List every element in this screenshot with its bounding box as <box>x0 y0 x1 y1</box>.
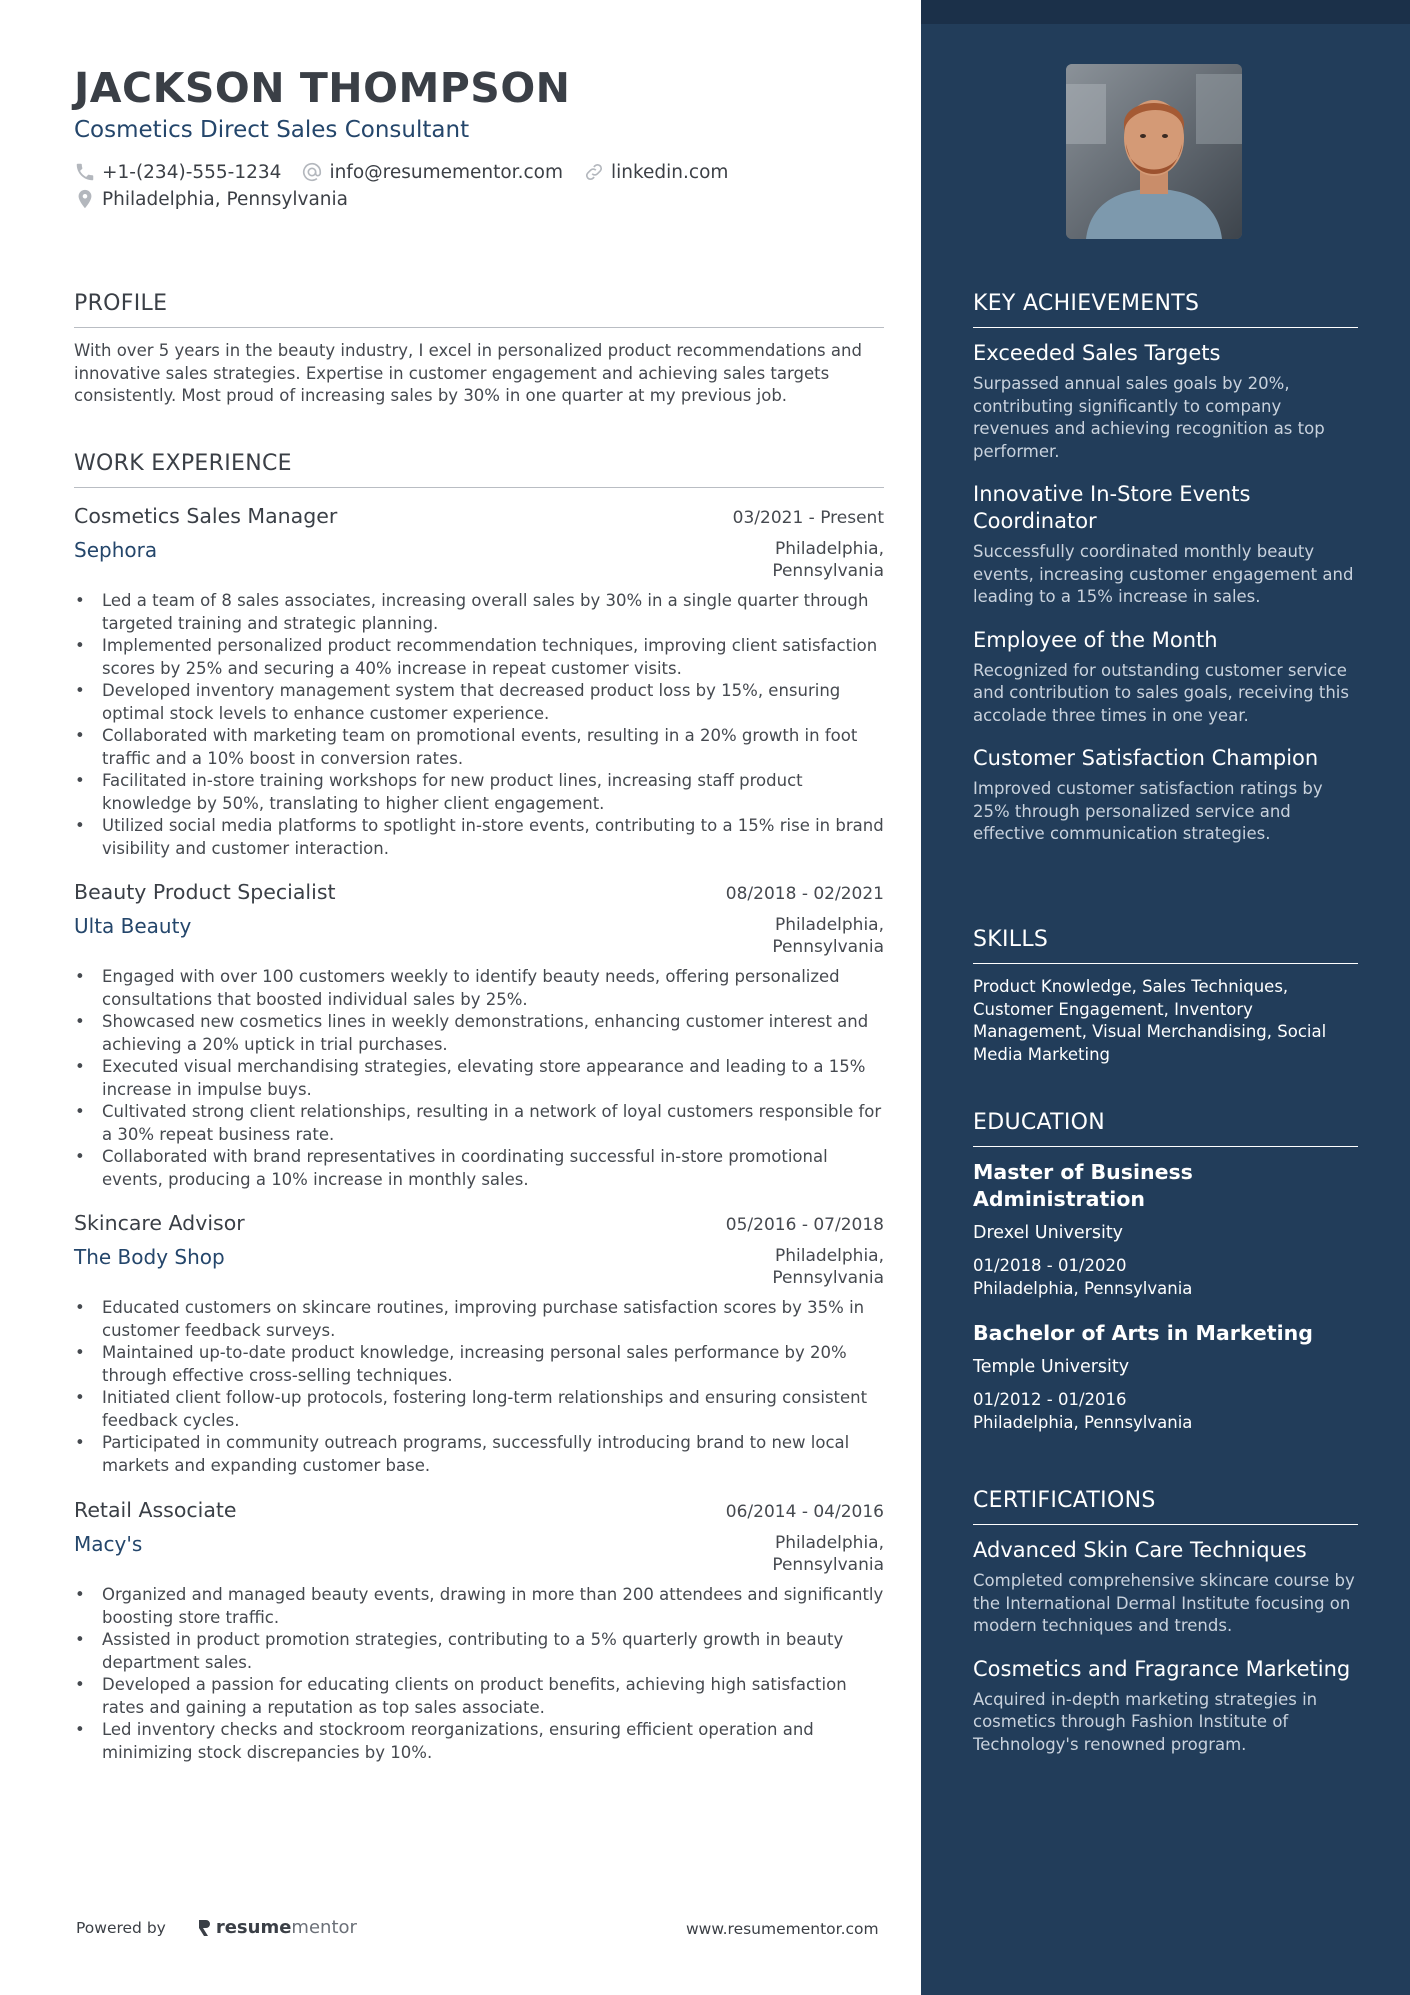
job-entry <box>74 504 884 860</box>
brand-bold: resume <box>215 1917 292 1938</box>
education-heading: EDUCATION <box>973 1110 1358 1147</box>
job-bullets <box>74 966 884 1191</box>
education-item <box>973 1320 1358 1434</box>
footer-website[interactable]: www.resumementor.com <box>686 1920 879 1938</box>
job-dates: 03/2021 - Present <box>732 508 884 528</box>
education-dates: 01/2012 - 01/2016 <box>973 1390 1127 1409</box>
job-bullet: • Organized and managed beauty events, drawing in more than 200 attendees and significantly boosting store traffic. <box>74 1584 884 1629</box>
job-company: Ulta Beauty <box>74 914 192 938</box>
certification-desc: Acquired in-depth marketing strategies in cosmetics through Fashion Institute of Technology's renowned program. <box>973 1689 1318 1754</box>
contact-linkedin[interactable] <box>583 161 728 183</box>
profile-heading: PROFILE <box>74 291 884 328</box>
job-company: Macy's <box>74 1532 143 1556</box>
achievement-item <box>973 340 1358 463</box>
job-bullet: • Showcased new cosmetics lines in weekly demonstrations, enhancing customer interest and achieving a 20% uptick in trial purchases. <box>74 1011 884 1056</box>
job-entry <box>74 1211 884 1477</box>
achievement-desc: Improved customer satisfaction ratings by 25% through personalized service and effective communication strategies. <box>973 779 1323 843</box>
link-icon <box>583 161 605 183</box>
job-dates: 05/2016 - 07/2018 <box>725 1215 884 1235</box>
powered-by-label: Powered by <box>76 1918 166 1937</box>
education-degree: Master of Business Administration <box>973 1160 1193 1211</box>
job-entry <box>74 880 884 1191</box>
certifications-section <box>973 1488 1358 1756</box>
job-role: Beauty Product Specialist <box>74 880 336 904</box>
job-bullet: • Utilized social media platforms to spotlight in-store events, contributing to a 15% rise in brand visibility and customer interaction. <box>74 815 884 860</box>
job-bullet: • Cultivated strong client relationships, resulting in a network of loyal customers responsible for a 30% repeat business rate. <box>74 1101 884 1146</box>
contact-row-primary <box>74 161 748 183</box>
education-school: Drexel University <box>973 1223 1124 1243</box>
brand-logo[interactable] <box>196 1917 357 1938</box>
achievements-heading: KEY ACHIEVEMENTS <box>973 291 1358 328</box>
education-location: Philadelphia, Pennsylvania <box>973 1412 1193 1432</box>
education-meta <box>973 1255 1358 1300</box>
job-bullet: • Developed a passion for educating clients on product benefits, achieving high satisfaction rates and gaining a reputation as top sales associate. <box>74 1674 884 1719</box>
achievement-desc: Successfully coordinated monthly beauty events, increasing customer engagement and leading to a 15% increase in sales. <box>973 542 1354 606</box>
job-bullet: • Developed inventory management system that decreased product loss by 15%, ensuring optimal stock levels to enhance customer experience. <box>74 680 884 725</box>
job-bullet: • Educated customers on skincare routines, improving purchase satisfaction scores by 35% in customer feedback surveys. <box>74 1297 884 1342</box>
job-bullet: • Collaborated with marketing team on promotional events, resulting in a 20% growth in foot traffic and a 10% boost in conversion rates. <box>74 725 884 770</box>
linkedin-text[interactable]: linkedin.com <box>610 161 729 183</box>
location-text: Philadelphia, Pennsylvania <box>102 188 349 210</box>
education-location: Philadelphia, Pennsylvania <box>973 1278 1193 1298</box>
job-role: Retail Associate <box>74 1498 237 1522</box>
achievement-item <box>973 627 1358 728</box>
achievement-title: Exceeded Sales Targets <box>973 341 1221 365</box>
email-text[interactable]: info@resumementor.com <box>329 161 563 183</box>
job-role: Cosmetics Sales Manager <box>74 504 338 528</box>
job-company: The Body Shop <box>74 1245 225 1269</box>
at-icon <box>301 161 323 183</box>
job-bullet: • Participated in community outreach programs, successfully introducing brand to new local markets and expanding customer base. <box>74 1432 884 1477</box>
job-location: Philadelphia, Pennsylvania <box>772 1246 884 1288</box>
phone-icon <box>74 161 96 183</box>
job-dates: 08/2018 - 02/2021 <box>725 884 884 904</box>
profile-photo <box>1066 64 1242 239</box>
job-bullets <box>74 590 884 860</box>
education-section <box>973 1110 1358 1434</box>
candidate-title: Cosmetics Direct Sales Consultant <box>74 117 470 143</box>
footer-powered-by <box>76 1917 357 1938</box>
brand-light: mentor <box>291 1917 357 1938</box>
job-location: Philadelphia, Pennsylvania <box>772 915 884 957</box>
profile-section <box>74 291 884 408</box>
job-role: Skincare Advisor <box>74 1211 245 1235</box>
achievements-section <box>973 291 1358 846</box>
job-bullets <box>74 1584 884 1764</box>
contact-row-secondary <box>74 188 368 210</box>
skills-list: Product Knowledge, Sales Techniques, Customer Engagement, Inventory Management, Visual Merchandising, Social Media Marketing <box>973 977 1327 1064</box>
education-dates: 01/2018 - 01/2020 <box>973 1256 1127 1275</box>
certification-desc: Completed comprehensive skincare course by the International Dermal Institute focusing on modern techniques and trends. <box>973 1571 1355 1635</box>
contact-phone <box>74 161 281 183</box>
education-degree: Bachelor of Arts in Marketing <box>973 1321 1313 1345</box>
location-pin-icon <box>74 188 96 210</box>
experience-section <box>74 451 884 488</box>
candidate-name: JACKSON THOMPSON <box>74 64 571 112</box>
job-bullet: • Led inventory checks and stockroom reorganizations, ensuring efficient operation and minimizing stock discrepancies by 10%. <box>74 1719 884 1764</box>
job-bullet: • Engaged with over 100 customers weekly to identify beauty needs, offering personalized consultations that boosted individual sales by 25%. <box>74 966 884 1011</box>
job-bullets <box>74 1297 884 1477</box>
job-dates: 06/2014 - 04/2016 <box>725 1502 884 1522</box>
job-bullet: • Maintained up-to-date product knowledge, increasing personal sales performance by 20% through effective cross-selling techniques. <box>74 1342 884 1387</box>
experience-heading: WORK EXPERIENCE <box>74 451 884 488</box>
resumementor-logo-icon <box>196 1918 212 1938</box>
job-bullet: • Facilitated in-store training workshops for new product lines, increasing staff product knowledge by 50%, translating to higher client engagement. <box>74 770 884 815</box>
profile-summary: With over 5 years in the beauty industry, I excel in personalized product recommendations and innovative sales strategies. Expertise in customer engagement and achieving sales targets consistently. Most proud of increasing sales by 30% in one quarter at my previous job. <box>74 341 862 405</box>
contact-location <box>74 188 348 210</box>
certifications-heading: CERTIFICATIONS <box>973 1488 1358 1525</box>
certification-item <box>973 1656 1358 1757</box>
job-bullet: • Collaborated with brand representatives in coordinating successful in-store promotional events, producing a 10% increase in monthly sales. <box>74 1146 884 1191</box>
achievement-item <box>973 745 1358 846</box>
job-bullet: • Led a team of 8 sales associates, increasing overall sales by 30% in a single quarter through targeted training and strategic planning. <box>74 590 884 635</box>
achievement-desc: Surpassed annual sales goals by 20%, contributing significantly to company revenues and achieving recognition as top performer. <box>973 374 1325 461</box>
education-school: Temple University <box>973 1357 1130 1377</box>
sidebar-top-bar <box>921 0 1410 24</box>
achievement-desc: Recognized for outstanding customer service and contribution to sales goals, receiving this accolade three times in one year. <box>973 660 1349 725</box>
certification-item <box>973 1537 1358 1638</box>
sidebar <box>921 0 1410 1995</box>
job-bullet: • Executed visual merchandising strategies, elevating store appearance and leading to a 15% increase in impulse buys. <box>74 1056 884 1101</box>
certification-title: Cosmetics and Fragrance Marketing <box>973 1656 1351 1681</box>
phone-text: +1-(234)-555-1234 <box>102 161 282 183</box>
portrait-image <box>1066 64 1242 239</box>
job-bullet: • Assisted in product promotion strategies, contributing to a 5% quarterly growth in beauty department sales. <box>74 1629 884 1674</box>
job-location: Philadelphia, Pennsylvania <box>772 539 884 581</box>
achievement-title: Innovative In-Store Events Coordinator <box>973 482 1251 533</box>
job-entry <box>74 1498 884 1764</box>
job-bullet: • Implemented personalized product recommendation techniques, improving client satisfaction scores by 25% and securing a 40% increase in repeat customer visits. <box>74 635 884 680</box>
achievement-title: Employee of the Month <box>973 627 1218 652</box>
education-item <box>973 1159 1358 1300</box>
skills-heading: SKILLS <box>973 927 1358 964</box>
job-location: Philadelphia, Pennsylvania <box>772 1533 884 1575</box>
education-meta <box>973 1389 1358 1434</box>
job-company: Sephora <box>74 538 158 562</box>
job-bullet: • Initiated client follow-up protocols, fostering long-term relationships and ensuring consistent feedback cycles. <box>74 1387 884 1432</box>
contact-email[interactable] <box>301 161 563 183</box>
achievement-title: Customer Satisfaction Champion <box>973 746 1319 770</box>
skills-section <box>973 927 1358 1066</box>
certification-title: Advanced Skin Care Techniques <box>973 1538 1307 1562</box>
achievement-item <box>973 481 1358 609</box>
